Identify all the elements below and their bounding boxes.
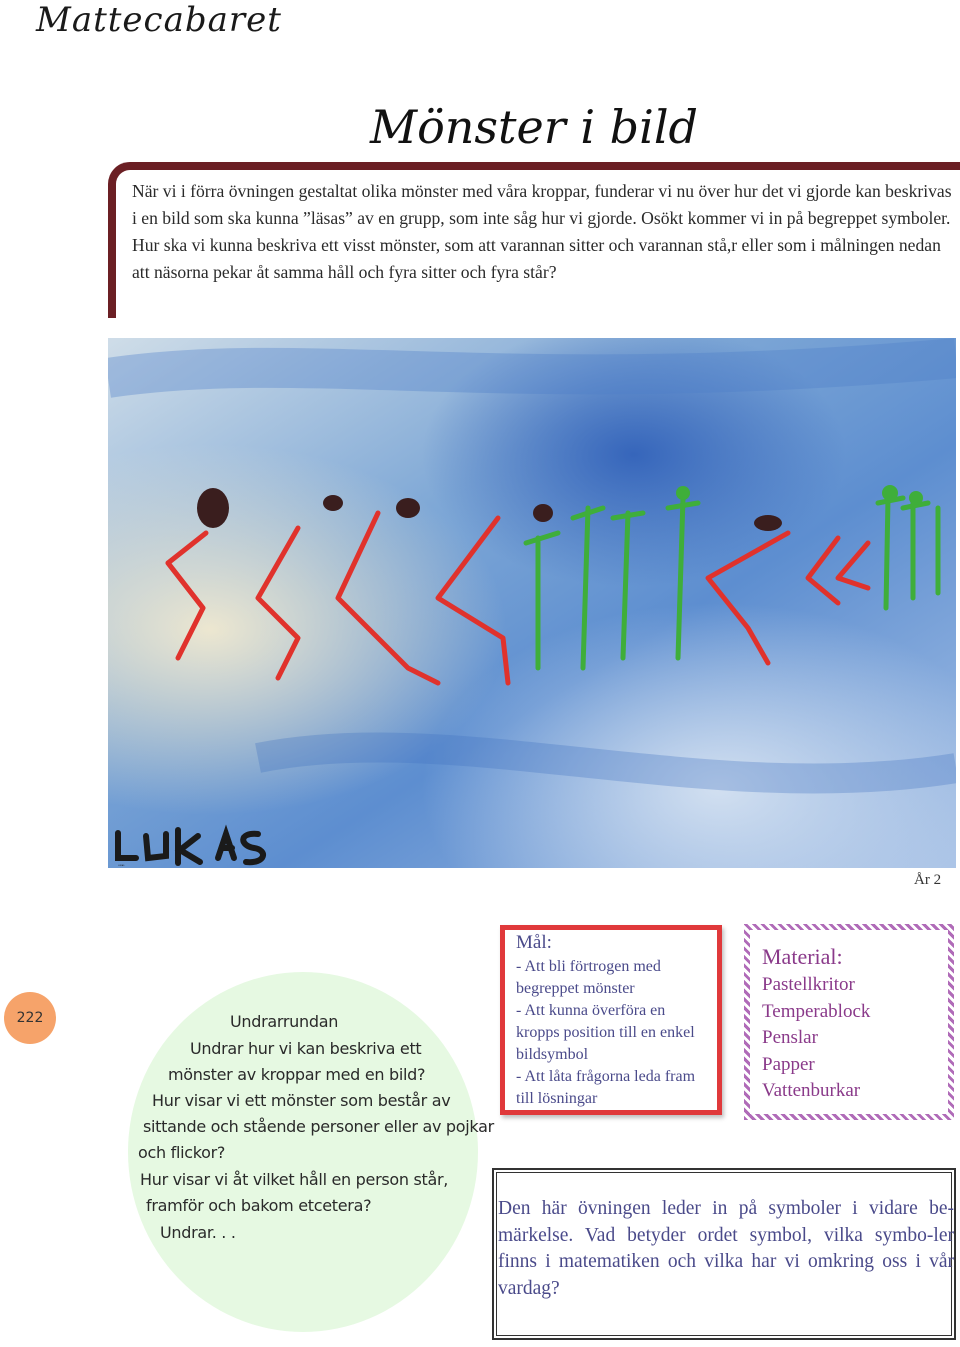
grade-label: År 2: [914, 872, 942, 888]
wonder-line: mönster av kroppar med en bild?: [168, 1065, 426, 1084]
wonder-line: Hur visar vi åt vilket håll en person står,: [140, 1170, 449, 1189]
intro-paragraph: När vi i förra övningen gestaltat olika mönster med våra kroppar, funderar vi nu över hur det vi gjorde kan beskrivas i en bild som ska kunna ”läsas” av en grupp, som inte såg hur vi gjorde. Osökt kommer vi in på begreppet symboler. Hur ska vi kunna beskriva ett visst mönster, som att varannan sitter och varannan stå,r eller som i målningen nedan att näsorna pekar åt samma håll och fyra sitter och fyra står?: [132, 181, 952, 282]
material-item: Papper: [762, 1054, 815, 1075]
material-item: Pastellkritor: [762, 974, 855, 995]
page-number-badge: 222: [4, 992, 56, 1044]
goal-item: - Att kunna överföra en kropps position till en enkel bildsymbol: [516, 1002, 695, 1063]
brand-title: Mattecabaret: [36, 0, 282, 40]
goals-title: Mål:: [516, 932, 552, 953]
painting-signature: LUKAS: [118, 865, 125, 867]
wonder-line: Undrar hur vi kan beskriva ett: [190, 1039, 422, 1058]
wonder-line: och flickor?: [138, 1143, 226, 1162]
wonder-line: Hur visar vi ett mönster som består av: [152, 1091, 451, 1110]
summary-text: Den här övningen leder in på symboler i vidare be-märkelse. Vad betyder ordet symbol, vilka symbo-ler finns i matematiken och vilka har vi omkring oss i vår vardag?: [498, 1198, 954, 1299]
painting-illustration: [108, 338, 956, 868]
child-painting: [108, 338, 956, 868]
wonder-heading: Undrarrundan: [230, 1012, 339, 1031]
goal-item: - Att bli förtrogen med begreppet mönster: [516, 958, 661, 997]
wonder-line: sittande och stående personer eller av pojkar: [143, 1117, 494, 1136]
material-title: Material:: [762, 944, 843, 969]
material-item: Temperablock: [762, 1001, 871, 1022]
goal-item: - Att låta frågorna leda fram till lösningar: [516, 1068, 696, 1107]
wonder-line: framför och bakom etcetera?: [146, 1196, 372, 1215]
material-item: Penslar: [762, 1027, 818, 1048]
material-item: Vattenburkar: [762, 1080, 861, 1101]
wonder-line: Undrar. . .: [160, 1223, 236, 1242]
page-title: Mönster i bild: [370, 100, 698, 154]
